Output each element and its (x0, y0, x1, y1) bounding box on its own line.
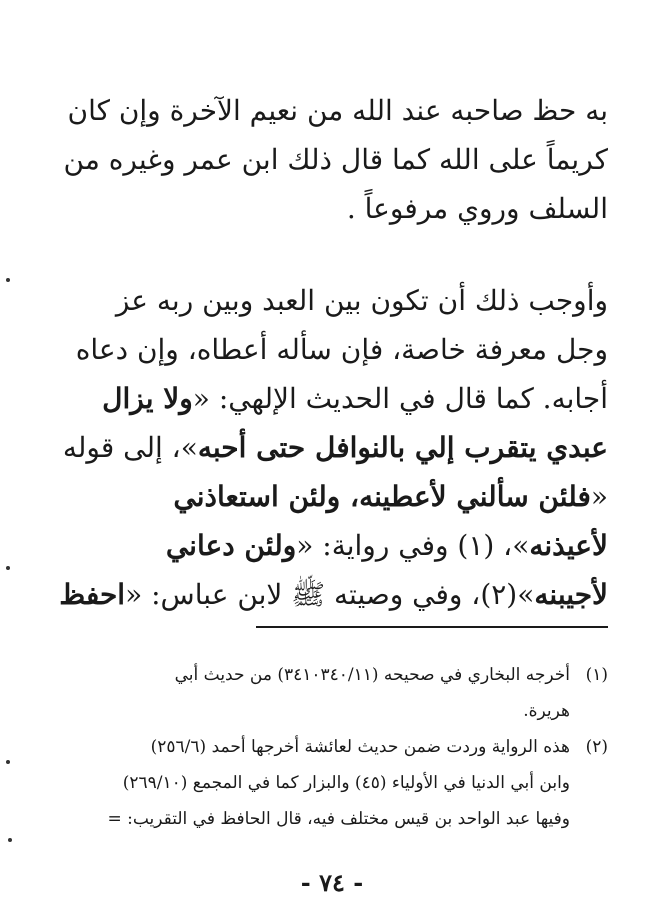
text-line (98, 374, 608, 423)
hadith-quote: احفظ (59, 578, 126, 611)
hadith-quote: ولئن دعاني (165, 529, 297, 562)
hadith-quote: فلئن سألني لأعطينه، ولئن استعاذني (173, 480, 591, 513)
text-segment: »، (١) وفي رواية: « (296, 529, 530, 562)
page-number: - ٧٤ - (300, 868, 364, 897)
footnote-2 (48, 729, 608, 765)
footnote-number: (١) (585, 665, 608, 685)
hadith-quote: لأعيذنه (529, 529, 608, 562)
footnote-text: هريرة. (523, 701, 570, 721)
text-line (62, 423, 608, 472)
text-line: وأوجب ذلك أن تكون بين العبد وبين ربه عز (115, 284, 608, 317)
footnote-text: وفيها عبد الواحد بن قيس مختلف فيه، قال الحافظ في التقريب: = (107, 809, 570, 829)
footnote-text: أخرجه البخاري في صحيحه (٣٤١٠٣٤٠/١١) من حديث أبي (174, 665, 570, 685)
margin-mark (6, 278, 10, 282)
text-segment: »، إلى قوله (62, 431, 198, 464)
paragraph-2 (59, 276, 608, 619)
footnote-number: (٢) (585, 737, 608, 757)
text-segment: أجابه. كما قال في الحديث الإلهي: « (192, 382, 608, 415)
footnote-1 (48, 657, 608, 693)
text-line: به حظ صاحبه عند الله من نعيم الآخرة وإن كان (67, 94, 608, 127)
margin-mark (8, 838, 12, 842)
hadith-quote: عبدي يتقرب إلي بالنوافل حتى أحبه (197, 431, 608, 464)
text-line: وجل معرفة خاصة، فإن سأله أعطاه، وإن دعاه (75, 333, 608, 366)
text-line: كريماً على الله كما قال ذلك ابن عمر وغيره من (63, 143, 608, 176)
paragraph-1 (63, 86, 608, 233)
text-line (59, 570, 608, 619)
text-line: السلف وروي مرفوعاً . (346, 192, 608, 225)
text-segment: « (590, 480, 608, 513)
footnote-text: وابن أبي الدنيا في الأولياء (٤٥) والبزار كما في المجمع (٢٦٩/١٠) (122, 773, 570, 793)
footnote-text: هذه الرواية وردت ضمن حديث لعائشة أخرجها أحمد (٢٥٦/٦) (150, 737, 570, 757)
margin-mark (6, 760, 10, 764)
text-line (98, 521, 608, 570)
footnotes (48, 657, 608, 837)
hadith-quote: لأجيبنه (534, 578, 608, 611)
footnote-separator (256, 626, 608, 628)
margin-mark (6, 566, 10, 570)
text-line (98, 472, 608, 521)
text-segment: »(٢)، وفي وصيته ﷺ لابن عباس: « (125, 578, 535, 611)
hadith-quote: ولا يزال (102, 382, 193, 415)
